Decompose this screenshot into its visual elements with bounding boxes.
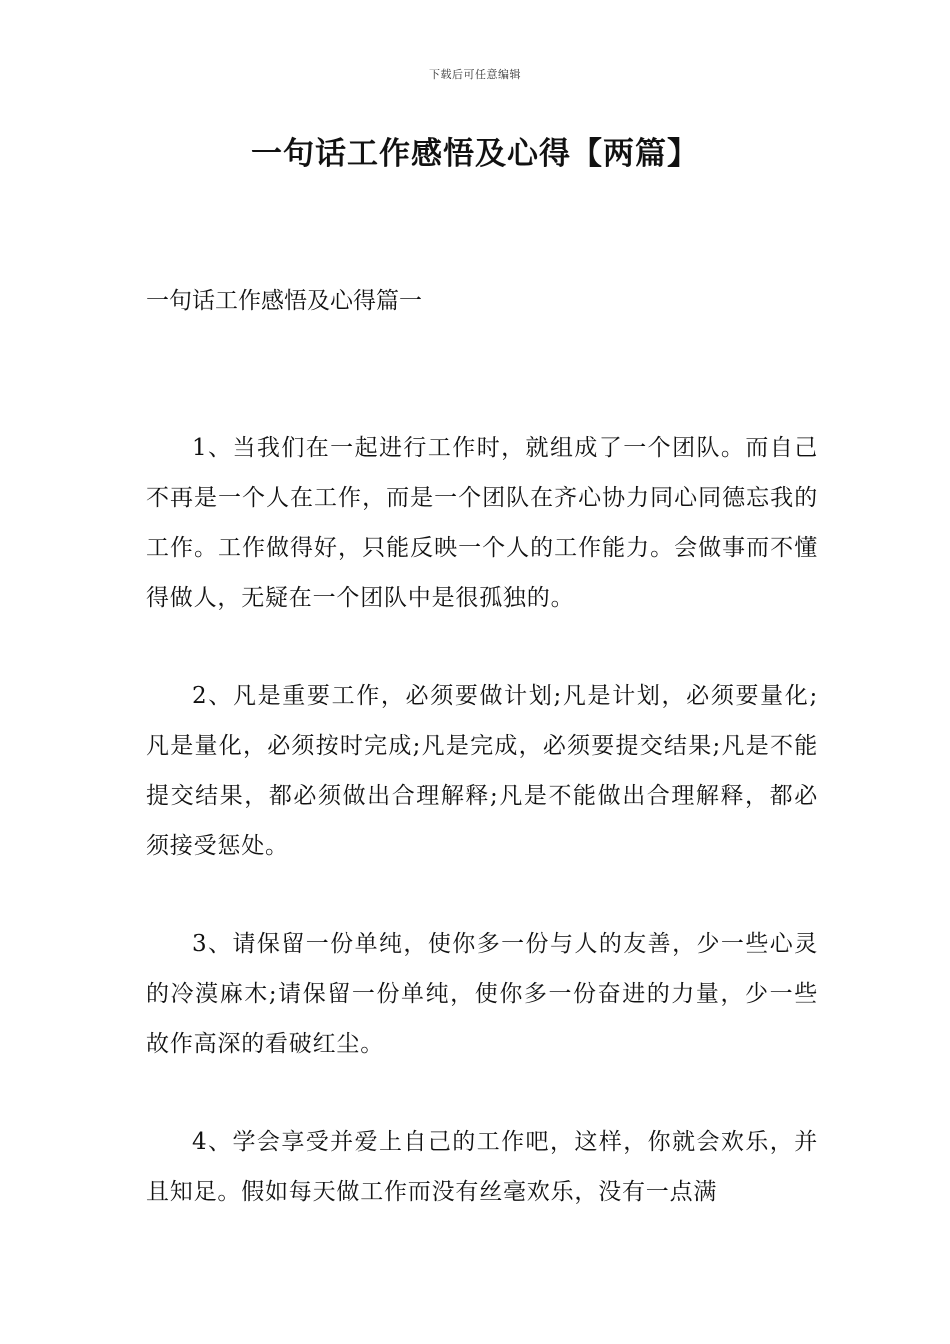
header-note: 下载后可任意编辑 [429,68,521,81]
paragraph-3: 3、请保留一份单纯，使你多一份与人的友善，少一些心灵的冷漠麻木;请保留一份单纯，使你多一份奋进的力量，少一些故作高深的看破红尘。 [146,931,818,1057]
paragraph-4: 4、学会享受并爱上自己的工作吧，这样，你就会欢乐，并且知足。假如每天做工作而没有丝毫欢乐，没有一点满 [146,1129,818,1205]
paragraph-1: 1、当我们在一起进行工作时，就组成了一个团队。而自己不再是一个人在工作，而是一个团队在齐心协力同心同德忘我的工作。工作做得好，只能反映一个人的工作能力。会做事而不懂得做人，无疑在一个团队中是很孤独的。 [146,435,818,611]
section-heading: 一句话工作感悟及心得篇一 [146,288,422,314]
document-title: 一句话工作感悟及心得【两篇】 [251,136,699,172]
paragraph-2: 2、凡是重要工作，必须要做计划;凡是计划，必须要量化;凡是量化，必须按时完成;凡是完成，必须要提交结果;凡是不能提交结果，都必须做出合理解释;凡是不能做出合理解释，都必须接受惩处。 [146,683,818,859]
